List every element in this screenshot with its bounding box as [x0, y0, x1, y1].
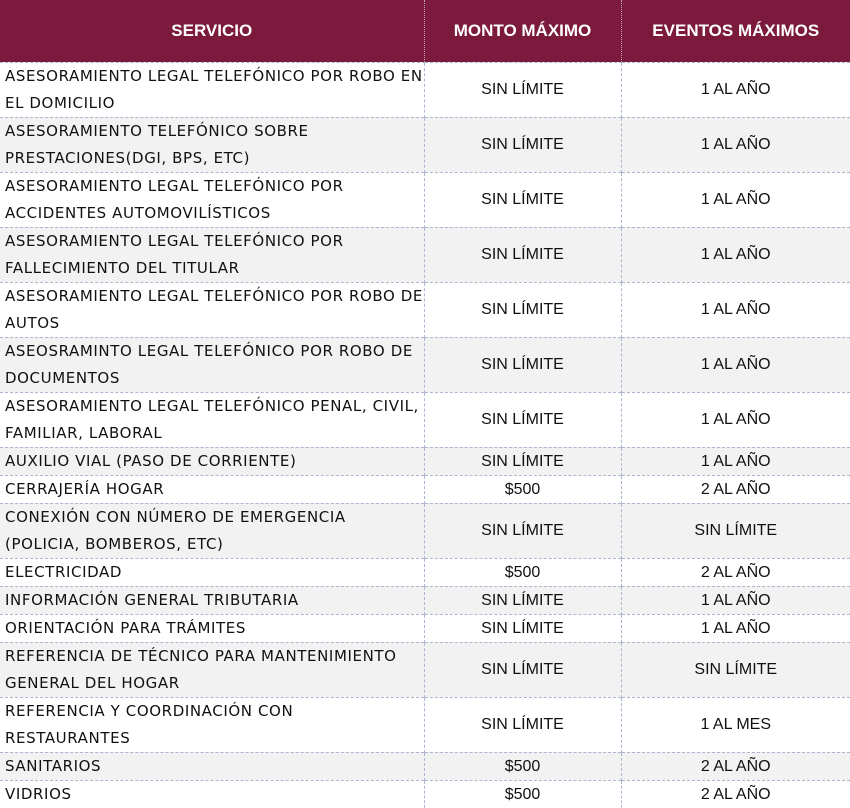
cell-servicio: CERRAJERÍA HOGAR: [0, 475, 424, 503]
cell-eventos: 1 AL MES: [621, 697, 850, 752]
table-row: [0, 697, 850, 752]
cell-servicio: VIDRIOS: [0, 780, 424, 808]
cell-eventos: 1 AL AÑO: [621, 172, 850, 227]
cell-eventos: 1 AL AÑO: [621, 614, 850, 642]
header-monto-maximo: MONTO MÁXIMO: [424, 0, 621, 62]
table-row: [0, 392, 850, 447]
cell-monto: $500: [424, 558, 621, 586]
cell-servicio: ASESORAMIENTO LEGAL TELEFÓNICO POR FALLECIMIENTO DEL TITULAR: [0, 227, 424, 282]
cell-monto: SIN LÍMITE: [424, 227, 621, 282]
cell-monto: $500: [424, 752, 621, 780]
cell-eventos: 2 AL AÑO: [621, 752, 850, 780]
table-row: [0, 282, 850, 337]
table-row: [0, 614, 850, 642]
cell-monto: SIN LÍMITE: [424, 614, 621, 642]
cell-servicio: INFORMACIÓN GENERAL TRIBUTARIA: [0, 586, 424, 614]
cell-monto: SIN LÍMITE: [424, 447, 621, 475]
cell-eventos: 1 AL AÑO: [621, 62, 850, 117]
table-row: [0, 475, 850, 503]
table-row: [0, 558, 850, 586]
table-row: [0, 780, 850, 808]
cell-monto: SIN LÍMITE: [424, 337, 621, 392]
table-row: [0, 172, 850, 227]
cell-monto: SIN LÍMITE: [424, 503, 621, 558]
cell-servicio: AUXILIO VIAL (PASO DE CORRIENTE): [0, 447, 424, 475]
cell-servicio: ASEOSRAMINTO LEGAL TELEFÓNICO POR ROBO DE DOCUMENTOS: [0, 337, 424, 392]
cell-monto: SIN LÍMITE: [424, 392, 621, 447]
table-row: [0, 503, 850, 558]
cell-servicio: ORIENTACIÓN PARA TRÁMITES: [0, 614, 424, 642]
cell-monto: SIN LÍMITE: [424, 172, 621, 227]
cell-eventos: 1 AL AÑO: [621, 117, 850, 172]
cell-monto: $500: [424, 475, 621, 503]
cell-eventos: 1 AL AÑO: [621, 227, 850, 282]
table-row: [0, 586, 850, 614]
cell-monto: $500: [424, 780, 621, 808]
cell-eventos: SIN LÍMITE: [621, 503, 850, 558]
table-row: [0, 337, 850, 392]
cell-eventos: 2 AL AÑO: [621, 558, 850, 586]
cell-monto: SIN LÍMITE: [424, 62, 621, 117]
cell-monto: SIN LÍMITE: [424, 117, 621, 172]
cell-eventos: 2 AL AÑO: [621, 475, 850, 503]
cell-eventos: 1 AL AÑO: [621, 337, 850, 392]
cell-servicio: REFERENCIA DE TÉCNICO PARA MANTENIMIENTO GENERAL DEL HOGAR: [0, 642, 424, 697]
table-row: [0, 117, 850, 172]
cell-servicio: REFERENCIA Y COORDINACIÓN CON RESTAURANTES: [0, 697, 424, 752]
header-servicio: SERVICIO: [171, 20, 253, 40]
cell-servicio: ASESORAMIENTO LEGAL TELEFÓNICO POR ROBO EN EL DOMICILIO: [0, 62, 424, 117]
cell-monto: SIN LÍMITE: [424, 697, 621, 752]
table-row: [0, 642, 850, 697]
cell-eventos: 1 AL AÑO: [621, 392, 850, 447]
table-row: [0, 227, 850, 282]
table-row: [0, 62, 850, 117]
cell-eventos: 1 AL AÑO: [621, 447, 850, 475]
header-row: [0, 0, 850, 62]
table-row: [0, 447, 850, 475]
header-eventos-maximos: EVENTOS MÁXIMOS: [621, 0, 850, 62]
table-body: [0, 62, 850, 808]
table-header: [0, 0, 850, 62]
cell-servicio: ASESORAMIENTO LEGAL TELEFÓNICO PENAL, CIVIL, FAMILIAR, LABORAL: [0, 392, 424, 447]
cell-eventos: 1 AL AÑO: [621, 586, 850, 614]
cell-monto: SIN LÍMITE: [424, 586, 621, 614]
cell-eventos: 1 AL AÑO: [621, 282, 850, 337]
cell-eventos: SIN LÍMITE: [621, 642, 850, 697]
table-row: [0, 752, 850, 780]
cell-servicio: ASESORAMIENTO LEGAL TELEFÓNICO POR ROBO DE AUTOS: [0, 282, 424, 337]
cell-monto: SIN LÍMITE: [424, 642, 621, 697]
cell-servicio: ELECTRICIDAD: [0, 558, 424, 586]
cell-servicio: ASESORAMIENTO LEGAL TELEFÓNICO POR ACCIDENTES AUTOMOVILÍSTICOS: [0, 172, 424, 227]
cell-monto: SIN LÍMITE: [424, 282, 621, 337]
cell-eventos: 2 AL AÑO: [621, 780, 850, 808]
cell-servicio: SANITARIOS: [0, 752, 424, 780]
cell-servicio: ASESORAMIENTO TELEFÓNICO SOBRE PRESTACIONES(DGI, BPS, ETC): [0, 117, 424, 172]
cell-servicio: CONEXIÓN CON NÚMERO DE EMERGENCIA (POLICIA, BOMBEROS, ETC): [0, 503, 424, 558]
